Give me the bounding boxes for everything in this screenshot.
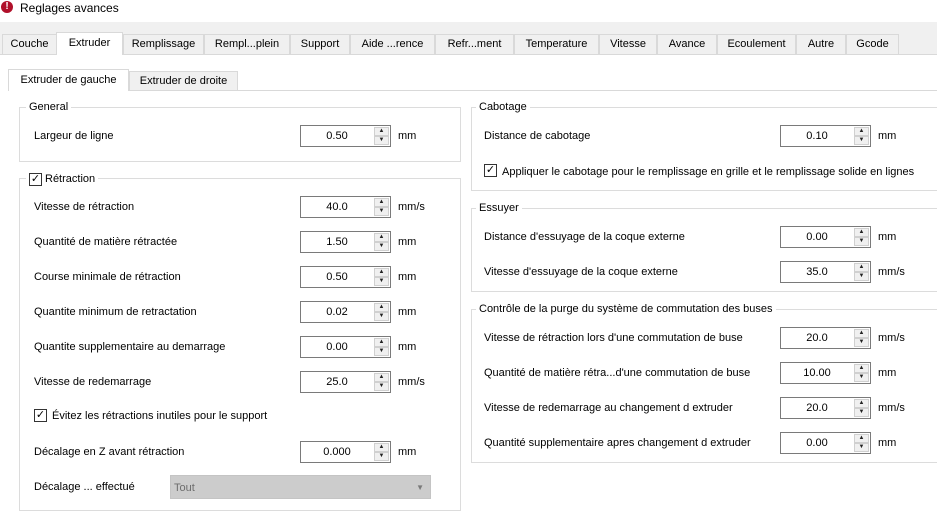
retraction-checkbox[interactable]: ✓ xyxy=(30,173,41,185)
switch-prime-speed-unit: mm/s xyxy=(878,402,905,414)
extra-prime-spinbox[interactable] xyxy=(300,336,391,358)
wipe-speed-unit: mm/s xyxy=(878,266,905,278)
z-offset-value[interactable]: 0.000 xyxy=(323,446,351,458)
prime-speed-unit: mm/s xyxy=(398,376,425,388)
increment-arrow-icon[interactable]: ▲ xyxy=(854,364,869,373)
retraction-min-travel-value[interactable]: 0.50 xyxy=(326,271,348,283)
coasting-distance-label: Distance de cabotage xyxy=(484,130,591,142)
wipe-group-title: Essuyer xyxy=(476,202,522,215)
switch-extra-prime-label: Quantité supplementaire apres changement d extruder xyxy=(484,437,751,449)
decrement-arrow-icon[interactable]: ▼ xyxy=(854,443,869,452)
retraction-min-travel-label: Course minimale de rétraction xyxy=(34,271,181,283)
offset-done-select xyxy=(170,475,431,499)
tab-remplissage[interactable]: Remplissage xyxy=(123,34,204,54)
z-offset-unit: mm xyxy=(398,446,417,458)
offset-done-label: Décalage ... effectué xyxy=(34,481,135,493)
switch-retraction-speed-value[interactable]: 20.0 xyxy=(806,332,828,344)
increment-arrow-icon[interactable]: ▲ xyxy=(374,373,389,382)
wipe-distance-spinbox[interactable] xyxy=(780,226,871,248)
prime-speed-label: Vitesse de redemarrage xyxy=(34,376,152,388)
switch-extra-prime-unit: mm xyxy=(878,437,897,449)
decrement-arrow-icon[interactable]: ▼ xyxy=(854,373,869,382)
decrement-arrow-icon[interactable]: ▼ xyxy=(374,242,389,251)
decrement-arrow-icon[interactable]: ▼ xyxy=(374,207,389,216)
line-width-unit: mm xyxy=(398,130,417,142)
decrement-arrow-icon[interactable]: ▼ xyxy=(374,382,389,391)
switch-extra-prime-spinbox[interactable] xyxy=(780,432,871,454)
increment-arrow-icon[interactable]: ▲ xyxy=(374,198,389,207)
retraction-min-amount-value[interactable]: 0.02 xyxy=(326,306,348,318)
decrement-arrow-icon[interactable]: ▼ xyxy=(854,136,869,145)
coasting-group-title: Cabotage xyxy=(476,101,530,114)
tab-temperature[interactable]: Temperature xyxy=(514,34,599,54)
coasting-apply-label: Appliquer le cabotage pour le remplissage en grille et le remplissage solide en lignes xyxy=(502,166,915,178)
window-title: Reglages avances xyxy=(20,1,119,15)
increment-arrow-icon[interactable]: ▲ xyxy=(854,434,869,443)
increment-arrow-icon[interactable]: ▲ xyxy=(374,127,389,136)
extra-prime-label: Quantite supplementaire au demarrage xyxy=(34,341,226,353)
retraction-amount-unit: mm xyxy=(398,236,417,248)
switch-retraction-amount-value[interactable]: 10.00 xyxy=(803,367,831,379)
offset-done-value: Tout xyxy=(174,482,195,494)
coasting-distance-value[interactable]: 0.10 xyxy=(806,130,828,142)
retraction-amount-label: Quantité de matière rétractée xyxy=(34,236,178,248)
line-width-label: Largeur de ligne xyxy=(34,130,114,142)
switch-prime-speed-value[interactable]: 20.0 xyxy=(806,402,828,414)
extra-prime-value[interactable]: 0.00 xyxy=(326,341,348,353)
increment-arrow-icon[interactable]: ▲ xyxy=(854,399,869,408)
switch-retraction-speed-label: Vitesse de rétraction lors d'une commutation de buse xyxy=(484,332,743,344)
tab-autre[interactable]: Autre xyxy=(796,34,846,54)
increment-arrow-icon[interactable]: ▲ xyxy=(374,303,389,312)
tab-support[interactable]: Support xyxy=(290,34,350,54)
z-offset-spinbox[interactable] xyxy=(300,441,391,463)
switch-retraction-amount-spinbox[interactable] xyxy=(780,362,871,384)
wipe-speed-spinbox[interactable] xyxy=(780,261,871,283)
retraction-min-amount-unit: mm xyxy=(398,306,417,318)
decrement-arrow-icon[interactable]: ▼ xyxy=(374,312,389,321)
decrement-arrow-icon[interactable]: ▼ xyxy=(854,272,869,281)
switch-extra-prime-value[interactable]: 0.00 xyxy=(806,437,828,449)
tab-extruder[interactable]: Extruder xyxy=(56,32,123,55)
increment-arrow-icon[interactable]: ▲ xyxy=(854,228,869,237)
general-group-title: General xyxy=(26,101,71,114)
increment-arrow-icon[interactable]: ▲ xyxy=(374,233,389,242)
tab-vitesse[interactable]: Vitesse xyxy=(599,34,657,54)
switch-retraction-amount-unit: mm xyxy=(878,367,897,379)
tab-gcode[interactable]: Gcode xyxy=(846,34,899,54)
retraction-group-title: Rétraction xyxy=(45,173,96,185)
switch-prime-speed-spinbox[interactable] xyxy=(780,397,871,419)
wipe-distance-unit: mm xyxy=(878,231,897,243)
wipe-speed-label: Vitesse d'essuyage de la coque externe xyxy=(484,266,678,278)
retraction-speed-unit: mm/s xyxy=(398,201,425,213)
retraction-min-amount-spinbox[interactable] xyxy=(300,301,391,323)
increment-arrow-icon[interactable]: ▲ xyxy=(374,268,389,277)
increment-arrow-icon[interactable]: ▲ xyxy=(854,263,869,272)
decrement-arrow-icon[interactable]: ▼ xyxy=(374,347,389,356)
z-offset-label: Décalage en Z avant rétraction xyxy=(34,446,185,458)
wipe-distance-value[interactable]: 0.00 xyxy=(806,231,828,243)
line-width-value[interactable]: 0.50 xyxy=(326,130,348,142)
decrement-arrow-icon[interactable]: ▼ xyxy=(854,338,869,347)
retraction-speed-value[interactable]: 40.0 xyxy=(326,201,348,213)
avoid-support-retraction-checkbox[interactable]: ✓ xyxy=(35,409,46,421)
coasting-distance-unit: mm xyxy=(878,130,897,142)
decrement-arrow-icon[interactable]: ▼ xyxy=(854,408,869,417)
title-bar xyxy=(0,0,937,22)
decrement-arrow-icon[interactable]: ▼ xyxy=(374,136,389,145)
tab-remplissage-plein[interactable]: Rempl...plein xyxy=(204,34,290,54)
decrement-arrow-icon[interactable]: ▼ xyxy=(374,452,389,461)
retraction-amount-value[interactable]: 1.50 xyxy=(326,236,348,248)
retraction-speed-spinbox[interactable] xyxy=(300,196,391,218)
tab-ecoulement[interactable]: Ecoulement xyxy=(717,34,796,54)
switch-retraction-speed-unit: mm/s xyxy=(878,332,905,344)
tab-aide-adherence[interactable]: Aide ...rence xyxy=(350,34,435,54)
app-icon: ! xyxy=(1,1,13,13)
decrement-arrow-icon[interactable]: ▼ xyxy=(854,237,869,246)
retraction-amount-spinbox[interactable] xyxy=(300,231,391,253)
tab-refroidissement[interactable]: Refr...ment xyxy=(435,34,514,54)
switch-retraction-speed-spinbox[interactable] xyxy=(780,327,871,349)
avoid-support-retraction-label: Évitez les rétractions inutiles pour le support xyxy=(52,410,268,422)
switch-prime-speed-label: Vitesse de redemarrage au changement d extruder xyxy=(484,402,733,414)
subtab-left-extruder[interactable]: Extruder de gauche xyxy=(8,69,129,91)
wipe-speed-value[interactable]: 35.0 xyxy=(806,266,828,278)
subtab-right-extruder[interactable]: Extruder de droite xyxy=(129,71,238,90)
retraction-min-amount-label: Quantite minimum de retractation xyxy=(34,306,197,318)
extra-prime-unit: mm xyxy=(398,341,417,353)
increment-arrow-icon[interactable]: ▲ xyxy=(854,127,869,136)
retraction-min-travel-spinbox[interactable] xyxy=(300,266,391,288)
retraction-speed-label: Vitesse de rétraction xyxy=(34,201,135,213)
prime-speed-value[interactable]: 25.0 xyxy=(326,376,348,388)
purge-group-title: Contrôle de la purge du système de commutation des buses xyxy=(476,303,776,316)
increment-arrow-icon[interactable]: ▲ xyxy=(374,443,389,452)
increment-arrow-icon[interactable]: ▲ xyxy=(374,338,389,347)
line-width-spinbox[interactable] xyxy=(300,125,391,147)
coasting-distance-spinbox[interactable] xyxy=(780,125,871,147)
increment-arrow-icon[interactable]: ▲ xyxy=(854,329,869,338)
tab-avance[interactable]: Avance xyxy=(657,34,717,54)
tab-couche[interactable]: Couche xyxy=(2,34,57,54)
decrement-arrow-icon[interactable]: ▼ xyxy=(374,277,389,286)
wipe-distance-label: Distance d'essuyage de la coque externe xyxy=(484,231,685,243)
prime-speed-spinbox[interactable] xyxy=(300,371,391,393)
chevron-down-icon: ▼ xyxy=(416,483,424,492)
retraction-min-travel-unit: mm xyxy=(398,271,417,283)
coasting-apply-checkbox[interactable]: ✓ xyxy=(485,164,496,176)
switch-retraction-amount-label: Quantité de matière rétra...d'une commutation de buse xyxy=(484,367,751,379)
